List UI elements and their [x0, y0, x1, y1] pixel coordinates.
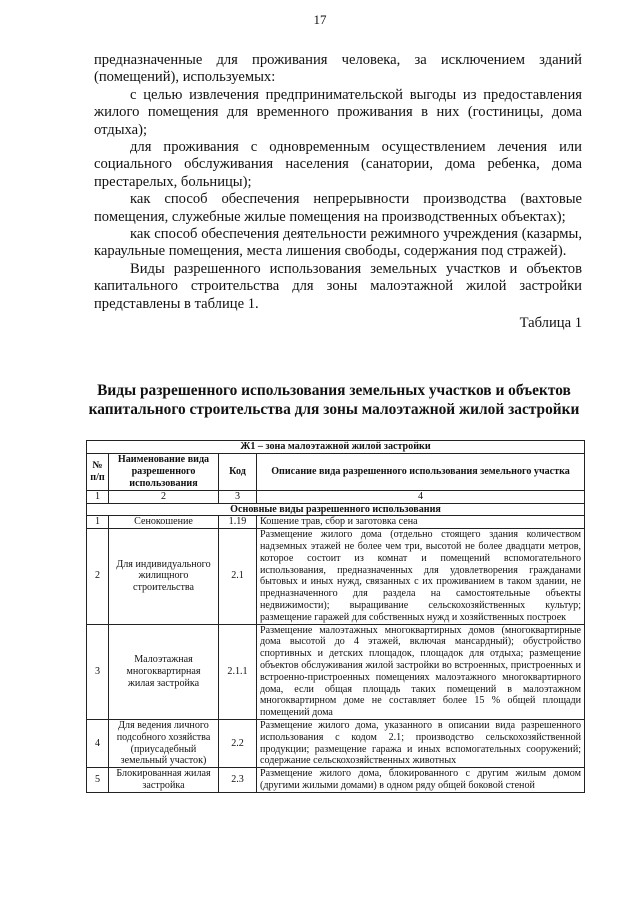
row-desc: Размещение жилого дома, указанного в описании вида разрешенного использования с кодом 2.1; производство сельскохозяйственной продукции; размещение гаража и иных вспомогательных сооружений; содержание сельскохозяйственных животных — [257, 719, 585, 767]
header-num: № п/п — [87, 453, 109, 490]
table-label: Таблица 1 — [519, 315, 582, 332]
table-row — [87, 719, 585, 767]
paragraph: с целью извлечения предпринимательской выгоды из предоставления жилого помещения для временного проживания в них (гостиницы, дома отдыха); — [94, 86, 582, 138]
row-code: 1.19 — [219, 516, 257, 529]
row-desc: Размещение малоэтажных многоквартирных домов (многоквартирные дома высотой до 4 этажей, включая мансардный); обустройство спортивных и детских площадок, площадок для отдыха; размещение объектов обслуживания жилой застройки во встроенных, пристроенных и встроенно-пристроенных помещениях малоэтажного многоквартирного дома, если общая площадь таких помещений в малоэтажном многоквартирном доме не составляет более 15 % общей площади помещений дома — [257, 624, 585, 719]
row-num: 4 — [87, 719, 109, 767]
col-number: 4 — [257, 490, 585, 503]
zone-title-row — [87, 441, 585, 454]
paragraph: для проживания с одновременным осуществлением лечения или социального обслуживания населения (санатории, дома ребенка, дома престарелых, больницы); — [94, 139, 582, 190]
paragraph: Виды разрешенного использования земельных участков и объектов капитального строительства для зоны малоэтажной жилой застройки представлены в таблице 1. — [94, 260, 582, 312]
col-number: 2 — [109, 490, 219, 503]
row-code: 2.1.1 — [219, 624, 257, 719]
col-number-row — [87, 490, 585, 503]
col-number: 3 — [219, 490, 257, 503]
zone-title: Ж1 – зона малоэтажной жилой застройки — [87, 441, 585, 454]
header-row — [87, 453, 585, 490]
paragraph: как способ обеспечения деятельности режимного учреждения (казармы, караульные помещения, места лишения свободы, содержания под стражей). — [94, 226, 582, 260]
table-row — [87, 529, 585, 624]
row-num: 2 — [87, 529, 109, 624]
row-num: 3 — [87, 624, 109, 719]
row-name: Блокированная жилая застройка — [109, 768, 219, 793]
page-number: 17 — [313, 12, 327, 27]
section-title: Основные виды разрешенного использования — [87, 503, 585, 516]
col-number: 1 — [87, 490, 109, 503]
row-num: 5 — [87, 768, 109, 793]
section-row — [87, 503, 585, 516]
table-row — [87, 624, 585, 719]
row-name: Для ведения личного подсобного хозяйства (приусадебный земельный участок) — [109, 719, 219, 767]
table-heading: Виды разрешенного использования земельных участков и объектов капитального строительства для зоны малоэтажной жилой застройки — [88, 382, 580, 418]
row-name: Малоэтажная многоквартирная жилая застройка — [109, 624, 219, 719]
header-code: Код — [219, 453, 257, 490]
zones-table — [86, 440, 585, 793]
row-desc: Размещение жилого дома, блокированного с другим жилым домом (другими жилыми домами) в одном ряду общей боковой стеной — [257, 768, 585, 793]
row-desc: Размещение жилого дома (отдельно стоящего здания количеством надземных этажей не более чем три, высотой не более двадцати метров, которое состоит из комнат и помещений вспомогательного использования, предназначенных для удовлетворения гражданами бытовых и иных нужд, связанных с их проживанием в таком здании, не предназначенного для раздела на самостоятельные объекты недвижимости); выращивание сельскохозяйственных культур; размещение гаражей для собственных нужд и хозяйственных построек — [257, 529, 585, 624]
paragraph: предназначенные для проживания человека, за исключением зданий (помещений), используемых: — [94, 52, 582, 86]
row-code: 2.2 — [219, 719, 257, 767]
header-name: Наименование вида разрешенного использования — [109, 453, 219, 490]
row-desc: Кошение трав, сбор и заготовка сена — [257, 516, 585, 529]
body-text — [94, 52, 582, 333]
row-name: Сенокошение — [109, 516, 219, 529]
table-row — [87, 768, 585, 793]
header-desc: Описание вида разрешенного использования земельного участка — [257, 453, 585, 490]
table-row — [87, 516, 585, 529]
row-code: 2.1 — [219, 529, 257, 624]
row-code: 2.3 — [219, 768, 257, 793]
row-name: Для индивидуального жилищного строительства — [109, 529, 219, 624]
row-num: 1 — [87, 516, 109, 529]
paragraph: как способ обеспечения непрерывности производства (вахтовые помещения, служебные жилые помещения на производственных объектах); — [94, 191, 582, 225]
